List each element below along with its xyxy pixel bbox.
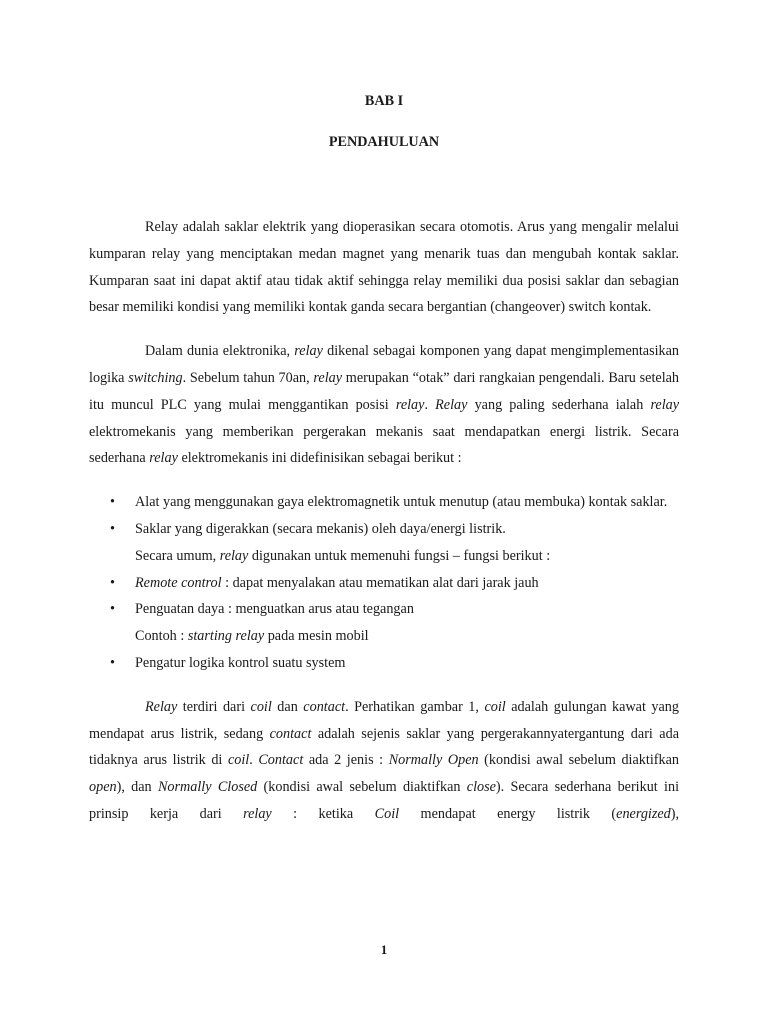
- text-run: ),: [670, 805, 680, 822]
- text-run: terdiri dari: [182, 698, 246, 715]
- italic-run: contact: [269, 725, 312, 742]
- text-run: pada mesin mobil: [267, 628, 369, 645]
- italic-run: relay: [219, 547, 249, 564]
- italic-run: close: [466, 779, 496, 796]
- text-run: elektromekanis yang memberikan pergerakan mekanis saat mendapatkan energi listrik. Secara sederhana: [89, 423, 679, 467]
- list-item: • Saklar yang digerakkan (secara mekanis) oleh daya/energi listrik.: [89, 516, 679, 543]
- body-text: [89, 214, 679, 828]
- page-number: 1: [380, 942, 388, 957]
- text-run: digunakan untuk memenuhi fungsi – fungsi berikut :: [251, 547, 551, 564]
- function-list: [89, 489, 679, 677]
- text-run: .: [424, 396, 428, 413]
- text-run: adalah sejenis saklar yang pergerakannyatergantung dari ada tidaknya arus listrik di: [89, 725, 679, 769]
- text-run: Secara umum,: [135, 547, 217, 564]
- text-run: . Sebelum tahun 70an,: [182, 369, 310, 386]
- text-run: ada 2 jenis :: [308, 752, 384, 769]
- text-run: yang paling sederhana ialah: [474, 396, 644, 413]
- chapter-title: PENDAHULUAN: [328, 134, 440, 150]
- list-item: • Alat yang menggunakan gaya elektromagnetik untuk menutup (atau membuka) kontak saklar.: [89, 489, 679, 516]
- text-run: mendapat energy listrik (: [420, 805, 617, 822]
- chapter-label: BAB I: [364, 93, 404, 109]
- italic-run: Relay: [145, 698, 178, 715]
- italic-run: Normally Open: [388, 752, 479, 769]
- italic-run: relay: [313, 369, 343, 386]
- text-run: adalah gulungan kawat yang mendapat arus listrik, sedang: [89, 698, 679, 742]
- text-run: Dalam dunia elektronika,: [145, 343, 291, 360]
- italic-run: Remote control: [135, 574, 222, 591]
- italic-run: Coil: [374, 805, 400, 822]
- italic-run: relay: [149, 450, 178, 467]
- text-run: Contoh :: [135, 628, 185, 645]
- italic-run: open: [89, 779, 117, 796]
- italic-run: starting relay: [187, 628, 265, 645]
- italic-run: energized: [616, 805, 671, 822]
- italic-run: relay: [243, 805, 272, 822]
- text-run: . Perhatikan gambar 1,: [345, 698, 479, 715]
- paragraph-3: [89, 694, 679, 828]
- italic-run: coil: [227, 752, 250, 769]
- list-note: [89, 543, 679, 570]
- text-run: (kondisi awal sebelum diaktifkan: [263, 779, 461, 796]
- list-note: [89, 623, 679, 650]
- text-run: ), dan: [116, 779, 152, 796]
- paragraph-2: [89, 338, 679, 472]
- italic-run: Normally Closed: [157, 779, 258, 796]
- italic-run: coil: [250, 698, 272, 715]
- text-run: : dapat menyalakan atau mematikan alat dari jarak jauh: [225, 574, 539, 591]
- text-run: elektromekanis ini didefinisikan sebagai berikut :: [181, 450, 462, 467]
- italic-run: contact: [303, 698, 346, 715]
- text-run: ). Secara sederhana berikut ini prinsip kerja dari: [89, 779, 680, 822]
- italic-run: Relay: [435, 396, 468, 413]
- italic-run: switching: [128, 369, 183, 386]
- text-run: .: [249, 752, 253, 769]
- italic-run: relay: [650, 396, 680, 413]
- italic-run: Contact: [258, 752, 304, 769]
- text-run: merupakan “otak” dari rangkaian pengendali. Baru setelah itu muncul PLC yang mulai menggantikan posisi: [89, 369, 680, 413]
- italic-run: relay: [294, 343, 323, 360]
- text-run: (kondisi awal sebelum diaktifkan: [484, 752, 679, 769]
- paragraph-1: Relay adalah saklar elektrik yang dioperasikan secara otomotis. Arus yang mengalir melalui kumparan relay yang menciptakan medan magnet yang menarik tuas dan mengubah kontak saklar. Kumparan saat ini dapat aktif atau tidak aktif sehingga relay memiliki dua posisi saklar dan sebagian besar memiliki kondisi yang memiliki kontak ganda secara bergantian (changeover) switch kontak.: [89, 219, 679, 316]
- list-item: [89, 570, 679, 597]
- list-item: • Penguatan daya : menguatkan arus atau tegangan: [89, 596, 679, 623]
- list-item: • Pengatur logika kontrol suatu system: [89, 650, 679, 677]
- text-run: dan: [277, 698, 298, 715]
- italic-run: relay: [395, 396, 425, 413]
- italic-run: coil: [484, 698, 506, 715]
- text-run: : ketika: [293, 805, 354, 822]
- text-run: dikenal sebagai komponen yang dapat mengimplementasikan logika: [89, 343, 680, 386]
